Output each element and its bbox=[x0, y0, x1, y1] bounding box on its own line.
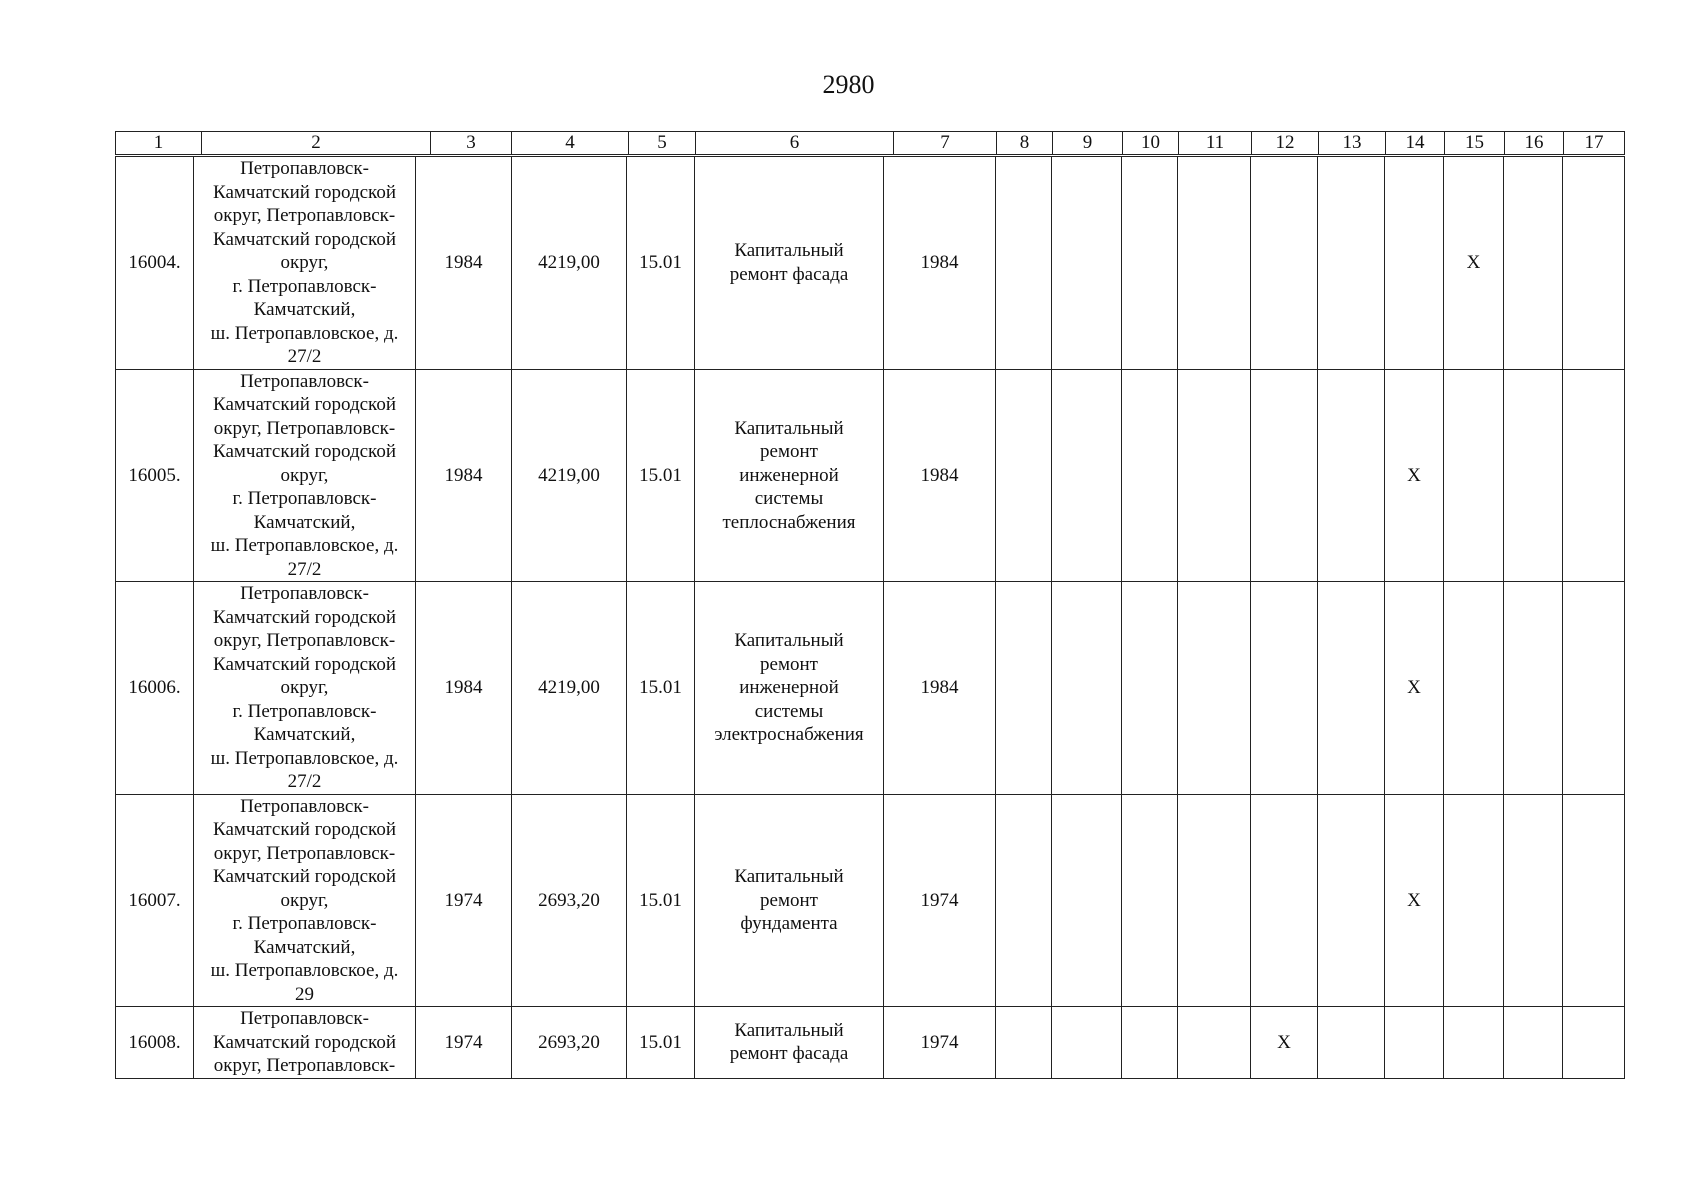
mark-cell-col-10 bbox=[1122, 157, 1178, 370]
build-year-cell: 1984 bbox=[416, 369, 512, 582]
column-number-header bbox=[115, 131, 1625, 155]
build-year-cell: 1974 bbox=[416, 1007, 512, 1079]
address-cell: Петропавловск- Камчатский городской округ, Петропавловск- bbox=[194, 1007, 416, 1079]
column-number-6: 6 bbox=[696, 132, 894, 155]
mark-cell-col-8 bbox=[996, 582, 1052, 795]
mark-cell-col-11 bbox=[1178, 1007, 1251, 1079]
mark-cell-col-17 bbox=[1563, 157, 1625, 370]
column-number-14: 14 bbox=[1386, 132, 1445, 155]
mark-cell-col-15 bbox=[1444, 1007, 1504, 1079]
address-cell: Петропавловск- Камчатский городской округ, Петропавловск- Камчатский городской округ, г. Петропавловск- Камчатский, ш. Петропавловское, д. 27/2 bbox=[194, 369, 416, 582]
mark-cell-col-13 bbox=[1318, 794, 1385, 1007]
column-number-17: 17 bbox=[1564, 132, 1625, 155]
mark-cell-col-12 bbox=[1251, 794, 1318, 1007]
column-number-5: 5 bbox=[629, 132, 696, 155]
mark-cell-col-15: X bbox=[1444, 157, 1504, 370]
mark-cell-col-14 bbox=[1385, 157, 1444, 370]
column-number-2: 2 bbox=[202, 132, 431, 155]
mark-cell-col-10 bbox=[1122, 794, 1178, 1007]
column-number-9: 9 bbox=[1053, 132, 1123, 155]
mark-cell-col-8 bbox=[996, 794, 1052, 1007]
mark-cell-col-11 bbox=[1178, 369, 1251, 582]
mark-cell-col-13 bbox=[1318, 157, 1385, 370]
column-number-1: 1 bbox=[116, 132, 202, 155]
year-cell: 1984 bbox=[884, 582, 996, 795]
table-row bbox=[116, 369, 1625, 582]
mark-cell-col-8 bbox=[996, 1007, 1052, 1079]
column-number-15: 15 bbox=[1445, 132, 1505, 155]
mark-cell-col-9 bbox=[1052, 794, 1122, 1007]
mark-cell-col-8 bbox=[996, 157, 1052, 370]
code-cell: 15.01 bbox=[627, 369, 695, 582]
code-cell: 15.01 bbox=[627, 794, 695, 1007]
mark-cell-col-13 bbox=[1318, 369, 1385, 582]
mark-cell-col-15 bbox=[1444, 582, 1504, 795]
mark-cell-col-17 bbox=[1563, 1007, 1625, 1079]
mark-cell-col-12 bbox=[1251, 369, 1318, 582]
row-number: 16006. bbox=[116, 582, 194, 795]
column-number-13: 13 bbox=[1319, 132, 1386, 155]
code-cell: 15.01 bbox=[627, 1007, 695, 1079]
row-number: 16004. bbox=[116, 157, 194, 370]
address-cell: Петропавловск- Камчатский городской округ, Петропавловск- Камчатский городской округ, г. Петропавловск- Камчатский, ш. Петропавловское, д. 29 bbox=[194, 794, 416, 1007]
row-number: 16008. bbox=[116, 1007, 194, 1079]
year-cell: 1984 bbox=[884, 369, 996, 582]
register-table bbox=[115, 156, 1625, 1079]
mark-cell-col-13 bbox=[1318, 1007, 1385, 1079]
mark-cell-col-17 bbox=[1563, 582, 1625, 795]
area-cell: 2693,20 bbox=[512, 1007, 627, 1079]
work-type-cell: Капитальный ремонт фасада bbox=[695, 157, 884, 370]
mark-cell-col-15 bbox=[1444, 369, 1504, 582]
work-type-cell: Капитальный ремонт фундамента bbox=[695, 794, 884, 1007]
table-row bbox=[116, 582, 1625, 795]
mark-cell-col-11 bbox=[1178, 794, 1251, 1007]
mark-cell-col-9 bbox=[1052, 582, 1122, 795]
mark-cell-col-9 bbox=[1052, 157, 1122, 370]
mark-cell-col-9 bbox=[1052, 369, 1122, 582]
code-cell: 15.01 bbox=[627, 582, 695, 795]
work-type-cell: Капитальный ремонт инженерной системы теплоснабжения bbox=[695, 369, 884, 582]
mark-cell-col-16 bbox=[1504, 157, 1563, 370]
column-number-3: 3 bbox=[431, 132, 512, 155]
area-cell: 2693,20 bbox=[512, 794, 627, 1007]
year-cell: 1984 bbox=[884, 157, 996, 370]
mark-cell-col-9 bbox=[1052, 1007, 1122, 1079]
mark-cell-col-10 bbox=[1122, 582, 1178, 795]
mark-cell-col-17 bbox=[1563, 794, 1625, 1007]
mark-cell-col-13 bbox=[1318, 582, 1385, 795]
column-number-7: 7 bbox=[894, 132, 997, 155]
column-number-10: 10 bbox=[1123, 132, 1179, 155]
column-number-4: 4 bbox=[512, 132, 629, 155]
column-number-16: 16 bbox=[1505, 132, 1564, 155]
row-number: 16005. bbox=[116, 369, 194, 582]
address-cell: Петропавловск- Камчатский городской округ, Петропавловск- Камчатский городской округ, г. Петропавловск- Камчатский, ш. Петропавловское, д. 27/2 bbox=[194, 582, 416, 795]
mark-cell-col-14 bbox=[1385, 1007, 1444, 1079]
table-row bbox=[116, 1007, 1625, 1079]
area-cell: 4219,00 bbox=[512, 157, 627, 370]
mark-cell-col-16 bbox=[1504, 369, 1563, 582]
mark-cell-col-14: X bbox=[1385, 582, 1444, 795]
mark-cell-col-15 bbox=[1444, 794, 1504, 1007]
mark-cell-col-12 bbox=[1251, 157, 1318, 370]
column-number-8: 8 bbox=[997, 132, 1053, 155]
column-number-12: 12 bbox=[1252, 132, 1319, 155]
build-year-cell: 1974 bbox=[416, 794, 512, 1007]
mark-cell-col-14: X bbox=[1385, 369, 1444, 582]
mark-cell-col-14: X bbox=[1385, 794, 1444, 1007]
table-row bbox=[116, 794, 1625, 1007]
work-type-cell: Капитальный ремонт инженерной системы электроснабжения bbox=[695, 582, 884, 795]
row-number: 16007. bbox=[116, 794, 194, 1007]
mark-cell-col-12: X bbox=[1251, 1007, 1318, 1079]
column-number-11: 11 bbox=[1179, 132, 1252, 155]
build-year-cell: 1984 bbox=[416, 157, 512, 370]
mark-cell-col-11 bbox=[1178, 582, 1251, 795]
mark-cell-col-8 bbox=[996, 369, 1052, 582]
address-cell: Петропавловск- Камчатский городской округ, Петропавловск- Камчатский городской округ, г. Петропавловск- Камчатский, ш. Петропавловское, д. 27/2 bbox=[194, 157, 416, 370]
work-type-cell: Капитальный ремонт фасада bbox=[695, 1007, 884, 1079]
mark-cell-col-11 bbox=[1178, 157, 1251, 370]
mark-cell-col-16 bbox=[1504, 1007, 1563, 1079]
mark-cell-col-16 bbox=[1504, 794, 1563, 1007]
area-cell: 4219,00 bbox=[512, 369, 627, 582]
year-cell: 1974 bbox=[884, 1007, 996, 1079]
header-row bbox=[116, 132, 1625, 155]
build-year-cell: 1984 bbox=[416, 582, 512, 795]
area-cell: 4219,00 bbox=[512, 582, 627, 795]
mark-cell-col-17 bbox=[1563, 369, 1625, 582]
year-cell: 1974 bbox=[884, 794, 996, 1007]
mark-cell-col-16 bbox=[1504, 582, 1563, 795]
page-number: 2980 bbox=[822, 70, 875, 99]
mark-cell-col-12 bbox=[1251, 582, 1318, 795]
code-cell: 15.01 bbox=[627, 157, 695, 370]
mark-cell-col-10 bbox=[1122, 1007, 1178, 1079]
table-row bbox=[116, 157, 1625, 370]
mark-cell-col-10 bbox=[1122, 369, 1178, 582]
